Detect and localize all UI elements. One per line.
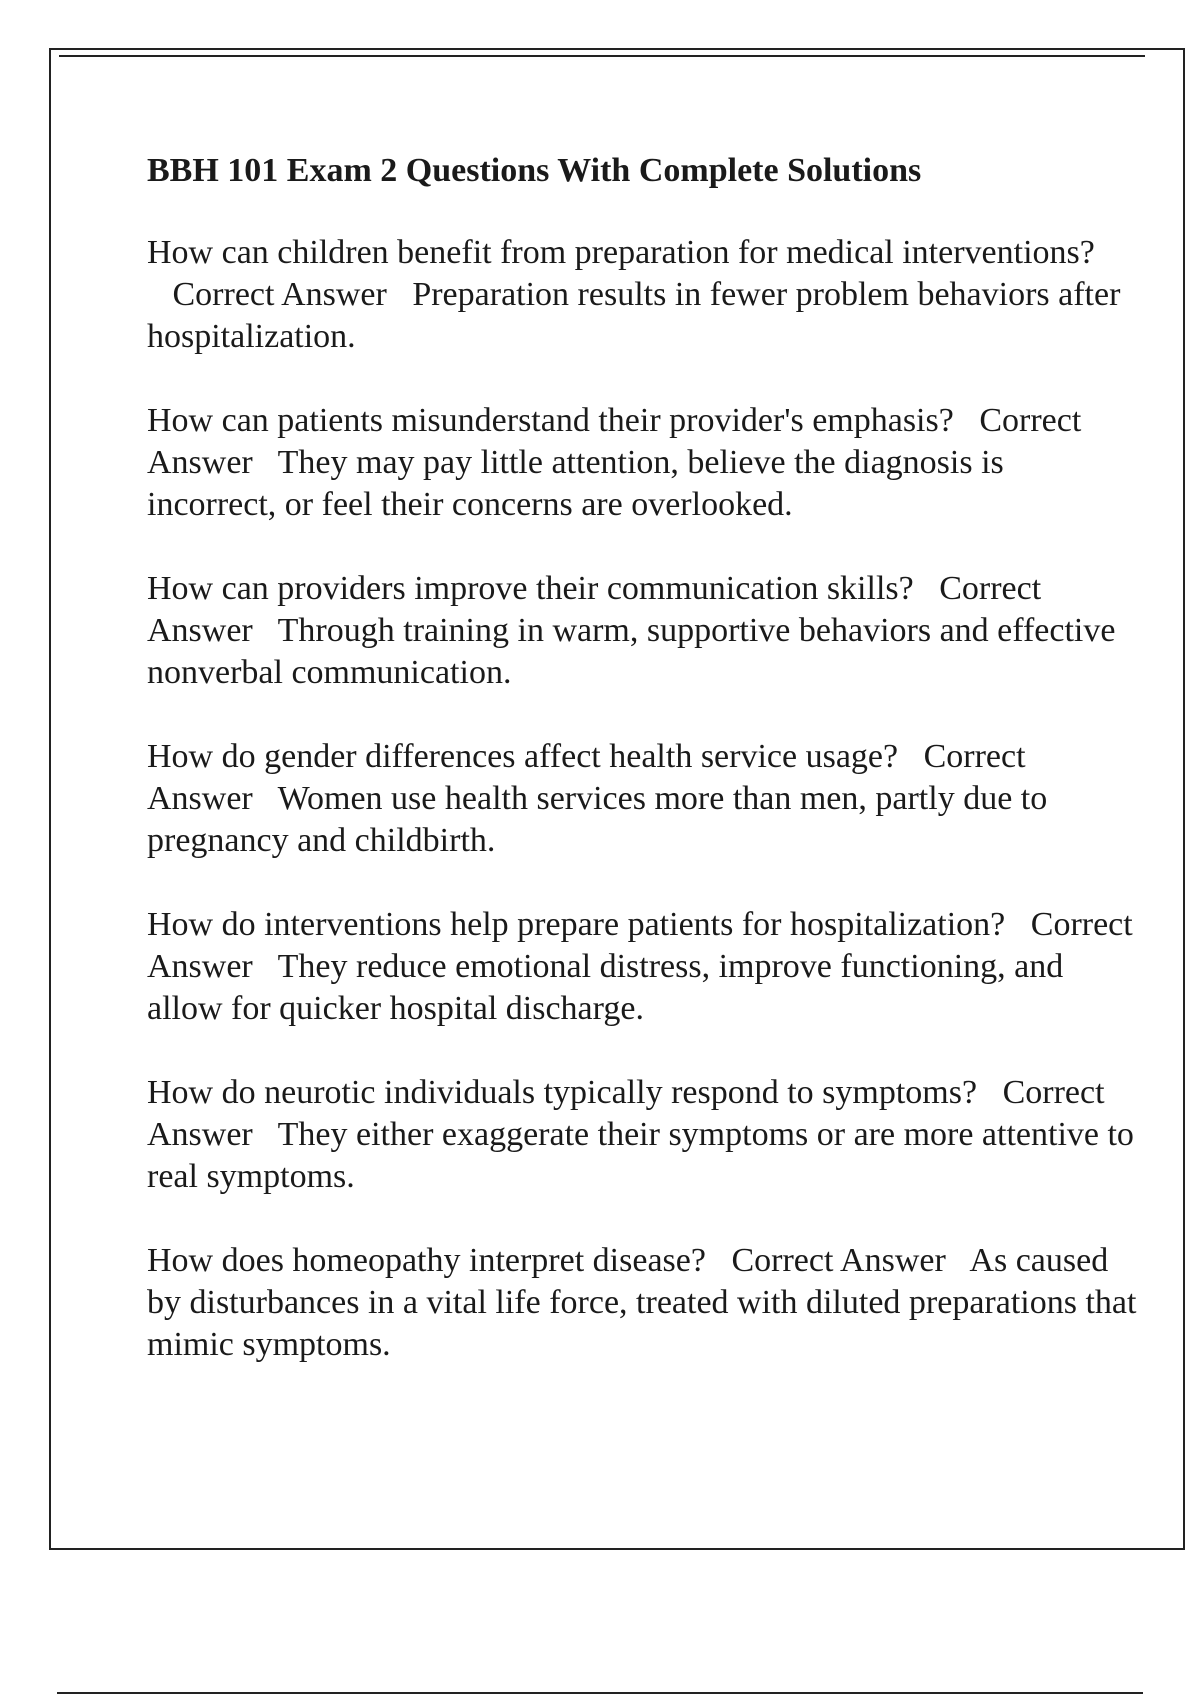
answer-text: They reduce emotional distress, improve functioning, and allow for quicker hospital discharge. xyxy=(147,948,1064,1027)
answer-label: Correct Answer xyxy=(147,906,1133,985)
question-text: How can patients misunderstand their provider's emphasis? xyxy=(147,402,954,439)
qa-item-2 xyxy=(147,400,1137,526)
answer-label: Correct Answer xyxy=(147,570,1042,649)
document-title: BBH 101 Exam 2 Questions With Complete Solutions xyxy=(147,152,922,189)
answer-text: They may pay little attention, believe the diagnosis is incorrect, or feel their concerns are overlooked. xyxy=(147,444,1004,523)
answer-label: Correct Answer xyxy=(731,1242,946,1279)
question-text: How do gender differences affect health service usage? xyxy=(147,738,899,775)
qa-item-7 xyxy=(147,1240,1137,1366)
answer-text: Through training in warm, supportive behaviors and effective nonverbal communication. xyxy=(147,612,1116,691)
question-text: How can children benefit from preparation for medical interventions? xyxy=(147,234,1095,271)
answer-text: Women use health services more than men, partly due to pregnancy and childbirth. xyxy=(147,780,1048,859)
answer-text: Preparation results in fewer problem behaviors after hospitalization. xyxy=(147,276,1121,355)
qa-item-4 xyxy=(147,736,1137,862)
question-text: How does homeopathy interpret disease? xyxy=(147,1242,706,1279)
document-content xyxy=(147,150,1137,1408)
qa-item-5 xyxy=(147,904,1137,1030)
qa-item-1 xyxy=(147,232,1137,358)
answer-label: Correct Answer xyxy=(147,1074,1105,1153)
page-frame xyxy=(49,48,1185,1550)
answer-label: Correct Answer xyxy=(147,402,1082,481)
answer-text: They either exaggerate their symptoms or are more attentive to real symptoms. xyxy=(147,1116,1134,1195)
question-text: How can providers improve their communication skills? xyxy=(147,570,914,607)
qa-item-3 xyxy=(147,568,1137,694)
answer-label: Correct Answer xyxy=(147,738,1026,817)
question-text: How do neurotic individuals typically respond to symptoms? xyxy=(147,1074,978,1111)
bottom-rule xyxy=(57,1692,1143,1694)
answer-label: Correct Answer xyxy=(172,276,387,313)
qa-item-6 xyxy=(147,1072,1137,1198)
top-rule xyxy=(59,55,1145,57)
question-text: How do interventions help prepare patients for hospitalization? xyxy=(147,906,1006,943)
answer-text: As caused by disturbances in a vital life force, treated with diluted preparations that mimic symptoms. xyxy=(147,1242,1137,1363)
